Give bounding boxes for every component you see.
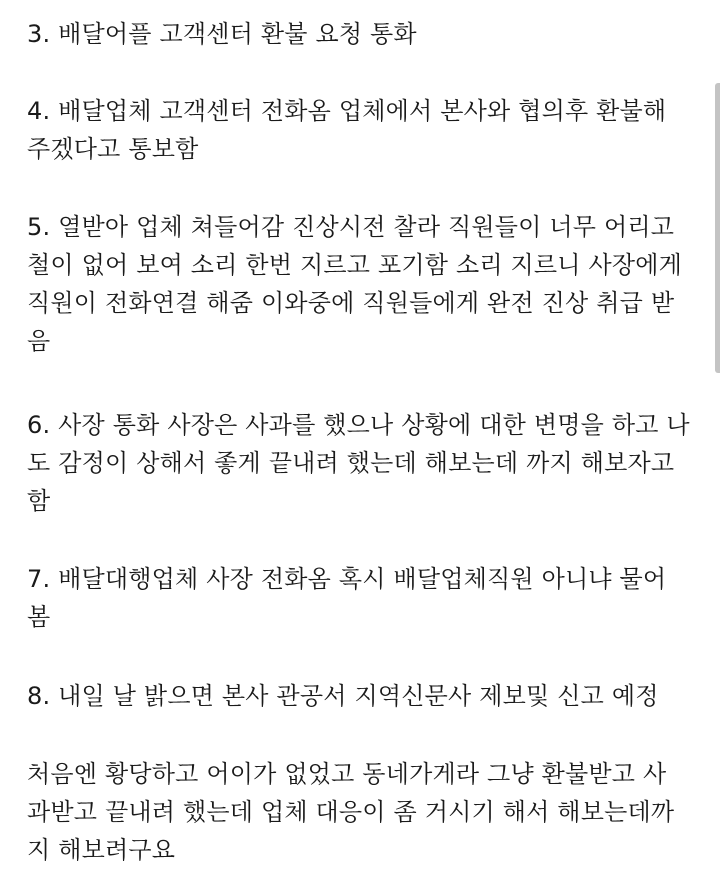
text-line: 6. 사장 통화 사장은 사과를 했으나 상황에 대한 변명을 하고 나 xyxy=(27,411,690,439)
text-line: 철이 없어 보여 소리 한번 지르고 포기함 소리 지르니 사장에게 xyxy=(27,251,683,279)
text-line: 주겠다고 통보함 xyxy=(27,135,199,163)
text-line: 직원이 전화연결 해줌 이와중에 직원들에게 완전 진상 취급 받 xyxy=(27,289,675,317)
paragraph-step-5 xyxy=(27,208,695,360)
text-line: 8. 내일 날 밝으면 본사 관공서 지역신문사 제보및 신고 예정 xyxy=(27,682,659,710)
paragraph-step-6 xyxy=(27,406,695,520)
text-line: 처음엔 황당하고 어이가 없었고 동네가게라 그냥 환불받고 사 xyxy=(27,760,667,788)
text-line: 4. 배달업체 고객센터 전화옴 업체에서 본사와 협의후 환불해 xyxy=(27,97,667,125)
text-line: 함 xyxy=(27,487,51,515)
text-line: 과받고 끝내려 했는데 업체 대응이 좀 거시기 해서 해보는데까 xyxy=(27,798,675,826)
text-line: 음 xyxy=(27,327,51,355)
paragraph-step-8 xyxy=(27,677,695,715)
paragraph-step-4 xyxy=(27,92,695,168)
paragraph-closing xyxy=(27,755,695,869)
scrollbar[interactable] xyxy=(714,0,720,881)
scrollbar-thumb[interactable] xyxy=(715,83,720,373)
text-line: 5. 열받아 업체 쳐들어감 진상시전 찰라 직원들이 너무 어리고 xyxy=(27,213,675,241)
text-line: 3. 배달어플 고객센터 환불 요청 통화 xyxy=(27,20,417,48)
paragraph-step-3 xyxy=(27,15,695,53)
text-line: 봄 xyxy=(27,603,51,631)
text-line: 지 해보려구요 xyxy=(27,836,176,864)
paragraph-step-7 xyxy=(27,560,695,636)
text-line: 7. 배달대행업체 사장 전화옴 혹시 배달업체직원 아니냐 물어 xyxy=(27,565,667,593)
text-line: 도 감정이 상해서 좋게 끝내려 했는데 해보는데 까지 해보자고 xyxy=(27,449,675,477)
